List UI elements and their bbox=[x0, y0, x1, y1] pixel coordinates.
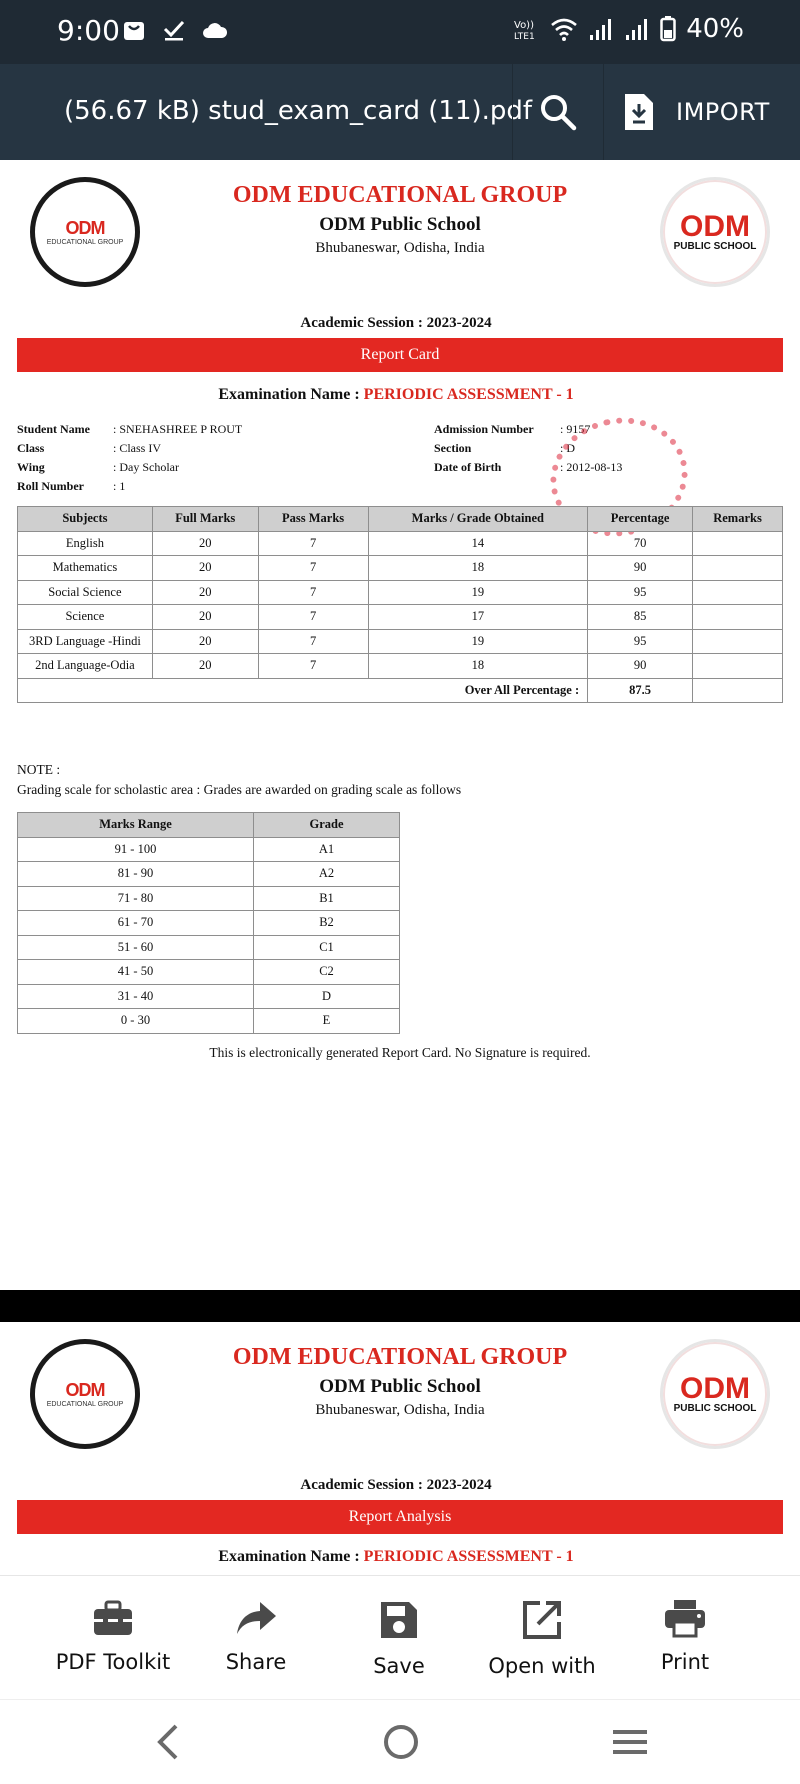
signal-icon bbox=[588, 17, 614, 41]
dob-value: : 2012-08-13 bbox=[560, 460, 623, 474]
cell-obtained: 19 bbox=[368, 580, 588, 605]
import-label: IMPORT bbox=[676, 98, 770, 126]
col-header: Remarks bbox=[693, 507, 783, 532]
file-title: (56.67 kB) stud_exam_card (11).pdf bbox=[64, 96, 533, 126]
overall-row bbox=[18, 678, 783, 703]
student-info-left bbox=[17, 420, 242, 496]
battery-percent: 40% bbox=[686, 14, 744, 44]
cell-full: 20 bbox=[152, 629, 258, 654]
table-row bbox=[18, 605, 783, 630]
col-header: Percentage bbox=[588, 507, 693, 532]
cell-subject: Social Science bbox=[18, 580, 153, 605]
home-icon bbox=[381, 1722, 421, 1762]
cell-grade: B1 bbox=[254, 886, 400, 911]
cell-pass: 7 bbox=[258, 580, 368, 605]
admission-label: Admission Number bbox=[434, 422, 534, 436]
cell-range: 31 - 40 bbox=[18, 984, 254, 1009]
cell-full: 20 bbox=[152, 531, 258, 556]
open-with-label: Open with bbox=[488, 1654, 596, 1678]
save-button[interactable] bbox=[324, 1598, 474, 1678]
table-row bbox=[18, 580, 783, 605]
marks-table bbox=[17, 506, 783, 703]
cell-range: 61 - 70 bbox=[18, 911, 254, 936]
section-label: Section bbox=[434, 441, 472, 455]
signal-icon bbox=[624, 17, 650, 41]
table-row bbox=[18, 911, 400, 936]
search-button[interactable] bbox=[512, 64, 604, 160]
table-row bbox=[18, 556, 783, 581]
check-icon bbox=[162, 18, 186, 42]
cell-range: 51 - 60 bbox=[18, 935, 254, 960]
svg-text:LTE1: LTE1 bbox=[514, 32, 535, 41]
toolbox-icon bbox=[91, 1598, 135, 1638]
dob-label: Date of Birth bbox=[434, 460, 502, 474]
cell-remarks bbox=[693, 556, 783, 581]
exam-name bbox=[0, 1548, 792, 1566]
exam-value: PERIODIC ASSESSMENT - 1 bbox=[363, 1548, 574, 1565]
class-value: : Class IV bbox=[113, 441, 161, 455]
search-icon bbox=[538, 92, 578, 132]
cell-subject: Science bbox=[18, 605, 153, 630]
roll-label: Roll Number bbox=[17, 479, 84, 493]
svg-text:Vo)): Vo)) bbox=[514, 20, 535, 31]
print-label: Print bbox=[660, 1650, 710, 1674]
table-row bbox=[18, 886, 400, 911]
section-value: : D bbox=[560, 441, 575, 455]
col-header: Subjects bbox=[18, 507, 153, 532]
cell-obtained: 18 bbox=[368, 654, 588, 679]
col-header: Pass Marks bbox=[258, 507, 368, 532]
system-nav-bar bbox=[0, 1699, 800, 1784]
marks-header-row bbox=[18, 507, 783, 532]
cell-range: 71 - 80 bbox=[18, 886, 254, 911]
menu-icon bbox=[610, 1722, 650, 1762]
grade-table bbox=[17, 812, 400, 1034]
share-label: Share bbox=[225, 1650, 287, 1674]
academic-session: Academic Session : 2023-2024 bbox=[300, 315, 492, 331]
exam-label: Examination Name : bbox=[218, 1548, 360, 1565]
wing-label: Wing bbox=[17, 460, 45, 474]
col-header: Grade bbox=[254, 813, 400, 838]
print-button[interactable] bbox=[610, 1598, 760, 1674]
grade-header-row bbox=[18, 813, 400, 838]
cell-full: 20 bbox=[152, 580, 258, 605]
pdf-page-1 bbox=[0, 160, 800, 1290]
school-location: Bhubaneswar, Odisha, India bbox=[315, 1402, 485, 1418]
logo-right-sub: PUBLIC SCHOOL bbox=[673, 240, 757, 252]
cell-obtained: 18 bbox=[368, 556, 588, 581]
report-card-banner: Report Card bbox=[17, 338, 783, 372]
grading-note bbox=[17, 760, 461, 800]
cell-percentage: 95 bbox=[588, 580, 693, 605]
cell-remarks bbox=[693, 654, 783, 679]
note-title: NOTE : bbox=[17, 762, 61, 777]
cell-grade: C1 bbox=[254, 935, 400, 960]
exam-name bbox=[0, 386, 792, 404]
cell-percentage: 90 bbox=[588, 654, 693, 679]
table-row bbox=[18, 1009, 400, 1034]
bag-icon bbox=[122, 18, 146, 42]
cell-range: 41 - 50 bbox=[18, 960, 254, 985]
logo-right-text: ODM bbox=[680, 1371, 750, 1405]
cell-range: 0 - 30 bbox=[18, 1009, 254, 1034]
share-button[interactable] bbox=[181, 1598, 331, 1674]
page-divider bbox=[0, 1290, 800, 1322]
pdf-toolkit-button[interactable] bbox=[38, 1598, 188, 1674]
table-row bbox=[18, 629, 783, 654]
open-with-button[interactable] bbox=[467, 1598, 617, 1678]
cell-subject: Mathematics bbox=[18, 556, 153, 581]
volte-icon bbox=[514, 17, 540, 41]
pdf-toolkit-label: PDF Toolkit bbox=[55, 1650, 171, 1674]
logo-left-text: ODM bbox=[65, 218, 105, 238]
logo-left-sub: EDUCATIONAL GROUP bbox=[46, 1401, 124, 1408]
cell-grade: C2 bbox=[254, 960, 400, 985]
cell-percentage: 85 bbox=[588, 605, 693, 630]
battery-icon bbox=[660, 16, 676, 42]
admission-value: : 9157 bbox=[560, 422, 591, 436]
logo-left-text: ODM bbox=[65, 1380, 105, 1400]
cell-range: 91 - 100 bbox=[18, 837, 254, 862]
exam-label: Examination Name : bbox=[218, 386, 360, 403]
cell-pass: 7 bbox=[258, 629, 368, 654]
wing-value: : Day Scholar bbox=[113, 460, 179, 474]
cell-obtained: 17 bbox=[368, 605, 588, 630]
electronic-note: This is electronically generated Report Card. No Signature is required. bbox=[209, 1045, 591, 1060]
cell-subject: 3RD Language -Hindi bbox=[18, 629, 153, 654]
save-label: Save bbox=[373, 1654, 425, 1678]
table-row bbox=[18, 984, 400, 1009]
col-header: Marks / Grade Obtained bbox=[368, 507, 588, 532]
pdf-page-2 bbox=[0, 1322, 800, 1575]
cell-pass: 7 bbox=[258, 605, 368, 630]
exam-value: PERIODIC ASSESSMENT - 1 bbox=[363, 386, 574, 403]
cell-grade: A1 bbox=[254, 837, 400, 862]
cell-full: 20 bbox=[152, 654, 258, 679]
cell-full: 20 bbox=[152, 605, 258, 630]
roll-value: : 1 bbox=[113, 479, 126, 493]
overall-empty bbox=[693, 678, 783, 703]
table-row bbox=[18, 837, 400, 862]
wifi-icon bbox=[550, 17, 578, 41]
table-row bbox=[18, 654, 783, 679]
status-time: 9:00 bbox=[57, 14, 120, 47]
table-row bbox=[18, 531, 783, 556]
logo-right-text: ODM bbox=[680, 209, 750, 243]
share-icon bbox=[234, 1598, 278, 1638]
home-button[interactable] bbox=[381, 1722, 421, 1767]
import-file-icon bbox=[622, 92, 656, 132]
academic-session: Academic Session : 2023-2024 bbox=[300, 1477, 492, 1493]
report-analysis-banner: Report Analysis bbox=[17, 1500, 783, 1534]
cell-grade: D bbox=[254, 984, 400, 1009]
note-text: Grading scale for scholastic area : Grades are awarded on grading scale as follows bbox=[17, 782, 462, 797]
cell-pass: 7 bbox=[258, 654, 368, 679]
cell-pass: 7 bbox=[258, 531, 368, 556]
cell-subject: 2nd Language-Odia bbox=[18, 654, 153, 679]
cell-obtained: 19 bbox=[368, 629, 588, 654]
action-bar bbox=[0, 1575, 800, 1699]
cell-remarks bbox=[693, 580, 783, 605]
col-header: Marks Range bbox=[18, 813, 254, 838]
logo-left-sub: EDUCATIONAL GROUP bbox=[46, 239, 124, 246]
recents-button[interactable] bbox=[610, 1722, 650, 1767]
student-name: : SNEHASHREE P ROUT bbox=[113, 422, 243, 436]
status-bar bbox=[0, 0, 800, 64]
cell-grade: E bbox=[254, 1009, 400, 1034]
back-button[interactable] bbox=[150, 1722, 186, 1767]
cloud-icon bbox=[202, 20, 228, 40]
logo-right-sub: PUBLIC SCHOOL bbox=[673, 1402, 757, 1414]
overall-value: 87.5 bbox=[588, 678, 693, 703]
cell-range: 81 - 90 bbox=[18, 862, 254, 887]
overall-label: Over All Percentage : bbox=[18, 678, 588, 703]
school-name: ODM Public School bbox=[319, 1376, 481, 1397]
school-location: Bhubaneswar, Odisha, India bbox=[315, 240, 485, 256]
open-external-icon bbox=[520, 1598, 564, 1642]
cell-obtained: 14 bbox=[368, 531, 588, 556]
table-row bbox=[18, 935, 400, 960]
back-icon bbox=[150, 1722, 186, 1762]
cell-grade: B2 bbox=[254, 911, 400, 936]
class-label: Class bbox=[17, 441, 45, 455]
table-row bbox=[18, 862, 400, 887]
school-name: ODM Public School bbox=[319, 214, 481, 235]
col-header: Full Marks bbox=[152, 507, 258, 532]
cell-remarks bbox=[693, 629, 783, 654]
cell-percentage: 70 bbox=[588, 531, 693, 556]
cell-percentage: 90 bbox=[588, 556, 693, 581]
org-title: ODM EDUCATIONAL GROUP bbox=[232, 182, 568, 208]
cell-full: 20 bbox=[152, 556, 258, 581]
cell-grade: A2 bbox=[254, 862, 400, 887]
org-title: ODM EDUCATIONAL GROUP bbox=[232, 1344, 568, 1370]
cell-subject: English bbox=[18, 531, 153, 556]
save-icon bbox=[377, 1598, 421, 1642]
table-row bbox=[18, 960, 400, 985]
print-icon bbox=[663, 1598, 707, 1638]
cell-remarks bbox=[693, 605, 783, 630]
cell-remarks bbox=[693, 531, 783, 556]
app-bar bbox=[0, 64, 800, 160]
marks-body bbox=[18, 531, 783, 703]
student-name-label: Student Name bbox=[17, 422, 91, 436]
cell-pass: 7 bbox=[258, 556, 368, 581]
cell-percentage: 95 bbox=[588, 629, 693, 654]
import-button[interactable] bbox=[612, 64, 800, 160]
